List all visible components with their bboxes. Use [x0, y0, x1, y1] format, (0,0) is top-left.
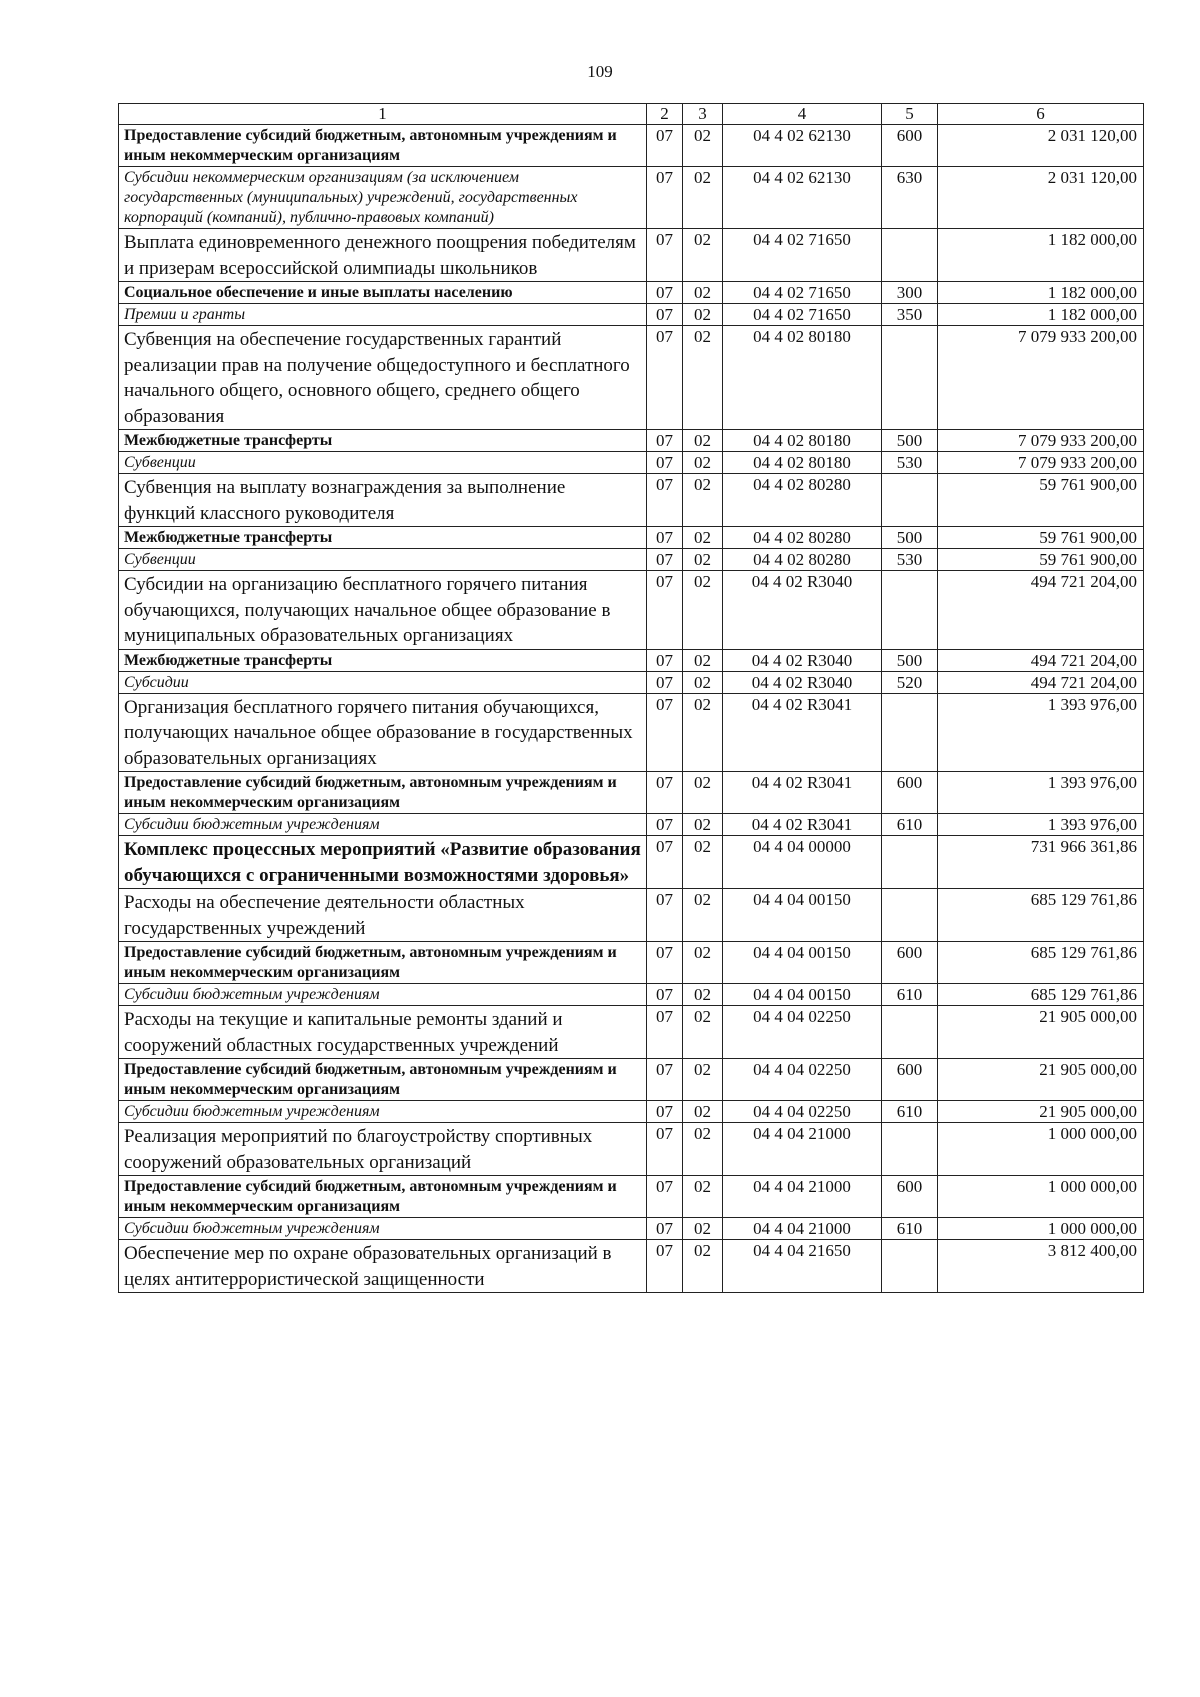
row-name-cell: Субсидии некоммерческим организациям (за исключением государственных (муниципальных) учреждений, государственных корпораций (компаний), публично-правовых компаний): [119, 167, 647, 229]
table-row: [119, 549, 1144, 571]
row-name-cell: Субсидии бюджетным учреждениям: [119, 1101, 647, 1123]
section-code-cell: 07: [647, 649, 683, 671]
section-code-cell: 07: [647, 304, 683, 326]
section-code-cell: 07: [647, 125, 683, 167]
section-code-cell: 07: [647, 167, 683, 229]
amount-cell: 2 031 120,00: [938, 167, 1144, 229]
target-article-cell: 04 4 04 00000: [723, 836, 882, 889]
expense-type-cell: [882, 889, 938, 942]
target-article-cell: 04 4 02 R3040: [723, 571, 882, 650]
table-row: [119, 1101, 1144, 1123]
row-name-cell: Предоставление субсидий бюджетным, автономным учреждениям и иным некоммерческим организациям: [119, 772, 647, 814]
table-row: [119, 125, 1144, 167]
expense-type-cell: [882, 1006, 938, 1059]
row-name-cell: Субсидии: [119, 671, 647, 693]
expense-type-cell: 600: [882, 125, 938, 167]
amount-cell: 7 079 933 200,00: [938, 326, 1144, 430]
section-code-cell: 07: [647, 527, 683, 549]
expense-type-cell: 600: [882, 772, 938, 814]
subsection-code-cell: 02: [683, 527, 723, 549]
section-code-cell: 07: [647, 549, 683, 571]
subsection-code-cell: 02: [683, 571, 723, 650]
expense-type-cell: 630: [882, 167, 938, 229]
amount-cell: 21 905 000,00: [938, 1101, 1144, 1123]
table-row: [119, 1176, 1144, 1218]
section-code-cell: 07: [647, 671, 683, 693]
section-code-cell: 07: [647, 1006, 683, 1059]
subsection-code-cell: 02: [683, 326, 723, 430]
table-row: [119, 1059, 1144, 1101]
section-code-cell: 07: [647, 1123, 683, 1176]
row-name-cell: Субвенция на обеспечение государственных гарантий реализации прав на получение общедоступного и бесплатного начального общего, основного общего, среднего общего образования: [119, 326, 647, 430]
table-row: [119, 1123, 1144, 1176]
row-name-cell: Предоставление субсидий бюджетным, автономным учреждениям и иным некоммерческим организациям: [119, 1059, 647, 1101]
expense-type-cell: 610: [882, 984, 938, 1006]
table-row: [119, 452, 1144, 474]
table-row: [119, 571, 1144, 650]
row-name-cell: Предоставление субсидий бюджетным, автономным учреждениям и иным некоммерческим организациям: [119, 125, 647, 167]
expense-type-cell: 530: [882, 549, 938, 571]
target-article-cell: 04 4 02 71650: [723, 229, 882, 282]
subsection-code-cell: 02: [683, 942, 723, 984]
table-row: [119, 1218, 1144, 1240]
table-row: [119, 984, 1144, 1006]
target-article-cell: 04 4 02 R3041: [723, 772, 882, 814]
expense-type-cell: 530: [882, 452, 938, 474]
row-name-cell: Межбюджетные трансферты: [119, 430, 647, 452]
table-row: [119, 167, 1144, 229]
table-row: [119, 527, 1144, 549]
amount-cell: 1 182 000,00: [938, 229, 1144, 282]
expense-type-cell: 500: [882, 527, 938, 549]
amount-cell: 21 905 000,00: [938, 1006, 1144, 1059]
target-article-cell: 04 4 02 80180: [723, 452, 882, 474]
target-article-cell: 04 4 02 71650: [723, 282, 882, 304]
expense-type-cell: 600: [882, 1176, 938, 1218]
subsection-code-cell: 02: [683, 1123, 723, 1176]
amount-cell: 685 129 761,86: [938, 942, 1144, 984]
subsection-code-cell: 02: [683, 671, 723, 693]
row-name-cell: Премии и гранты: [119, 304, 647, 326]
expense-type-cell: 300: [882, 282, 938, 304]
amount-cell: 1 182 000,00: [938, 304, 1144, 326]
subsection-code-cell: 02: [683, 304, 723, 326]
page-number: 109: [587, 62, 613, 81]
section-code-cell: 07: [647, 942, 683, 984]
subsection-code-cell: 02: [683, 125, 723, 167]
expense-type-cell: 610: [882, 814, 938, 836]
target-article-cell: 04 4 04 02250: [723, 1006, 882, 1059]
target-article-cell: 04 4 02 71650: [723, 304, 882, 326]
subsection-code-cell: 02: [683, 1176, 723, 1218]
header-cell: 5: [882, 104, 938, 125]
subsection-code-cell: 02: [683, 452, 723, 474]
subsection-code-cell: 02: [683, 1218, 723, 1240]
amount-cell: 21 905 000,00: [938, 1059, 1144, 1101]
table-row: [119, 693, 1144, 772]
target-article-cell: 04 4 04 02250: [723, 1059, 882, 1101]
expense-type-cell: 500: [882, 430, 938, 452]
target-article-cell: 04 4 04 00150: [723, 942, 882, 984]
table-row: [119, 1006, 1144, 1059]
section-code-cell: 07: [647, 282, 683, 304]
subsection-code-cell: 02: [683, 693, 723, 772]
section-code-cell: 07: [647, 1240, 683, 1293]
table-row: [119, 474, 1144, 527]
header-cell: 4: [723, 104, 882, 125]
amount-cell: 2 031 120,00: [938, 125, 1144, 167]
subsection-code-cell: 02: [683, 889, 723, 942]
section-code-cell: 07: [647, 1059, 683, 1101]
row-name-cell: Субсидии бюджетным учреждениям: [119, 814, 647, 836]
amount-cell: 7 079 933 200,00: [938, 452, 1144, 474]
target-article-cell: 04 4 02 62130: [723, 167, 882, 229]
expense-type-cell: [882, 326, 938, 430]
section-code-cell: 07: [647, 889, 683, 942]
amount-cell: 494 721 204,00: [938, 571, 1144, 650]
amount-cell: 1 000 000,00: [938, 1218, 1144, 1240]
amount-cell: 685 129 761,86: [938, 889, 1144, 942]
target-article-cell: 04 4 02 R3040: [723, 671, 882, 693]
section-code-cell: 07: [647, 1101, 683, 1123]
row-name-cell: Выплата единовременного денежного поощрения победителям и призерам всероссийской олимпиады школьников: [119, 229, 647, 282]
section-code-cell: 07: [647, 984, 683, 1006]
target-article-cell: 04 4 02 R3040: [723, 649, 882, 671]
amount-cell: 1 182 000,00: [938, 282, 1144, 304]
table-row: [119, 430, 1144, 452]
budget-table: [118, 103, 1144, 1293]
table-row: [119, 772, 1144, 814]
target-article-cell: 04 4 02 80280: [723, 527, 882, 549]
expense-type-cell: [882, 571, 938, 650]
row-name-cell: Субвенция на выплату вознаграждения за выполнение функций классного руководителя: [119, 474, 647, 527]
table-header-row: [119, 104, 1144, 125]
table-row: [119, 229, 1144, 282]
subsection-code-cell: 02: [683, 1240, 723, 1293]
target-article-cell: 04 4 02 R3041: [723, 814, 882, 836]
row-name-cell: Реализация мероприятий по благоустройству спортивных сооружений образовательных организаций: [119, 1123, 647, 1176]
section-code-cell: 07: [647, 571, 683, 650]
subsection-code-cell: 02: [683, 282, 723, 304]
row-name-cell: Межбюджетные трансферты: [119, 649, 647, 671]
amount-cell: 1 000 000,00: [938, 1176, 1144, 1218]
expense-type-cell: 350: [882, 304, 938, 326]
row-name-cell: Комплекс процессных мероприятий «Развитие образования обучающихся с ограниченными возможностями здоровья»: [119, 836, 647, 889]
section-code-cell: 07: [647, 452, 683, 474]
section-code-cell: 07: [647, 693, 683, 772]
expense-type-cell: [882, 693, 938, 772]
target-article-cell: 04 4 04 21650: [723, 1240, 882, 1293]
row-name-cell: Субсидии на организацию бесплатного горячего питания обучающихся, получающих начальное общее образование в муниципальных образовательных организациях: [119, 571, 647, 650]
expense-type-cell: [882, 1123, 938, 1176]
section-code-cell: 07: [647, 1176, 683, 1218]
subsection-code-cell: 02: [683, 1006, 723, 1059]
header-cell: 1: [119, 104, 647, 125]
table-row: [119, 814, 1144, 836]
amount-cell: 7 079 933 200,00: [938, 430, 1144, 452]
amount-cell: 59 761 900,00: [938, 549, 1144, 571]
expense-type-cell: [882, 229, 938, 282]
section-code-cell: 07: [647, 474, 683, 527]
subsection-code-cell: 02: [683, 229, 723, 282]
target-article-cell: 04 4 04 02250: [723, 1101, 882, 1123]
row-name-cell: Расходы на текущие и капитальные ремонты зданий и сооружений областных государственных учреждений: [119, 1006, 647, 1059]
row-name-cell: Субвенции: [119, 452, 647, 474]
subsection-code-cell: 02: [683, 167, 723, 229]
table-row: [119, 304, 1144, 326]
amount-cell: 1 000 000,00: [938, 1123, 1144, 1176]
target-article-cell: 04 4 02 80280: [723, 549, 882, 571]
subsection-code-cell: 02: [683, 984, 723, 1006]
target-article-cell: 04 4 02 80180: [723, 430, 882, 452]
subsection-code-cell: 02: [683, 1059, 723, 1101]
amount-cell: 59 761 900,00: [938, 527, 1144, 549]
target-article-cell: 04 4 04 00150: [723, 889, 882, 942]
amount-cell: 1 393 976,00: [938, 693, 1144, 772]
row-name-cell: Межбюджетные трансферты: [119, 527, 647, 549]
section-code-cell: 07: [647, 772, 683, 814]
table-row: [119, 326, 1144, 430]
header-cell: 6: [938, 104, 1144, 125]
row-name-cell: Субсидии бюджетным учреждениям: [119, 984, 647, 1006]
expense-type-cell: 610: [882, 1101, 938, 1123]
target-article-cell: 04 4 02 80280: [723, 474, 882, 527]
subsection-code-cell: 02: [683, 430, 723, 452]
section-code-cell: 07: [647, 430, 683, 452]
amount-cell: 3 812 400,00: [938, 1240, 1144, 1293]
table-row: [119, 671, 1144, 693]
amount-cell: 59 761 900,00: [938, 474, 1144, 527]
expense-type-cell: 600: [882, 942, 938, 984]
row-name-cell: Расходы на обеспечение деятельности областных государственных учреждений: [119, 889, 647, 942]
section-code-cell: 07: [647, 836, 683, 889]
row-name-cell: Субвенции: [119, 549, 647, 571]
target-article-cell: 04 4 04 00150: [723, 984, 882, 1006]
amount-cell: 1 393 976,00: [938, 814, 1144, 836]
subsection-code-cell: 02: [683, 474, 723, 527]
expense-type-cell: 600: [882, 1059, 938, 1101]
target-article-cell: 04 4 02 62130: [723, 125, 882, 167]
expense-type-cell: [882, 836, 938, 889]
row-name-cell: Предоставление субсидий бюджетным, автономным учреждениям и иным некоммерческим организациям: [119, 942, 647, 984]
subsection-code-cell: 02: [683, 772, 723, 814]
subsection-code-cell: 02: [683, 549, 723, 571]
header-cell: 3: [683, 104, 723, 125]
expense-type-cell: 520: [882, 671, 938, 693]
section-code-cell: 07: [647, 326, 683, 430]
amount-cell: 1 393 976,00: [938, 772, 1144, 814]
expense-type-cell: 610: [882, 1218, 938, 1240]
row-name-cell: Социальное обеспечение и иные выплаты населению: [119, 282, 647, 304]
section-code-cell: 07: [647, 229, 683, 282]
target-article-cell: 04 4 02 80180: [723, 326, 882, 430]
table-row: [119, 889, 1144, 942]
target-article-cell: 04 4 04 21000: [723, 1218, 882, 1240]
row-name-cell: Обеспечение мер по охране образовательных организаций в целях антитеррористической защищенности: [119, 1240, 647, 1293]
amount-cell: 494 721 204,00: [938, 649, 1144, 671]
table-row: [119, 282, 1144, 304]
section-code-cell: 07: [647, 814, 683, 836]
amount-cell: 731 966 361,86: [938, 836, 1144, 889]
target-article-cell: 04 4 02 R3041: [723, 693, 882, 772]
table-row: [119, 649, 1144, 671]
subsection-code-cell: 02: [683, 1101, 723, 1123]
row-name-cell: Организация бесплатного горячего питания обучающихся, получающих начальное общее образование в государственных образовательных организациях: [119, 693, 647, 772]
table-row: [119, 836, 1144, 889]
subsection-code-cell: 02: [683, 836, 723, 889]
expense-type-cell: [882, 1240, 938, 1293]
table-row: [119, 1240, 1144, 1293]
amount-cell: 494 721 204,00: [938, 671, 1144, 693]
target-article-cell: 04 4 04 21000: [723, 1176, 882, 1218]
expense-type-cell: 500: [882, 649, 938, 671]
header-cell: 2: [647, 104, 683, 125]
expense-type-cell: [882, 474, 938, 527]
row-name-cell: Предоставление субсидий бюджетным, автономным учреждениям и иным некоммерческим организациям: [119, 1176, 647, 1218]
target-article-cell: 04 4 04 21000: [723, 1123, 882, 1176]
section-code-cell: 07: [647, 1218, 683, 1240]
subsection-code-cell: 02: [683, 814, 723, 836]
subsection-code-cell: 02: [683, 649, 723, 671]
amount-cell: 685 129 761,86: [938, 984, 1144, 1006]
row-name-cell: Субсидии бюджетным учреждениям: [119, 1218, 647, 1240]
table-row: [119, 942, 1144, 984]
